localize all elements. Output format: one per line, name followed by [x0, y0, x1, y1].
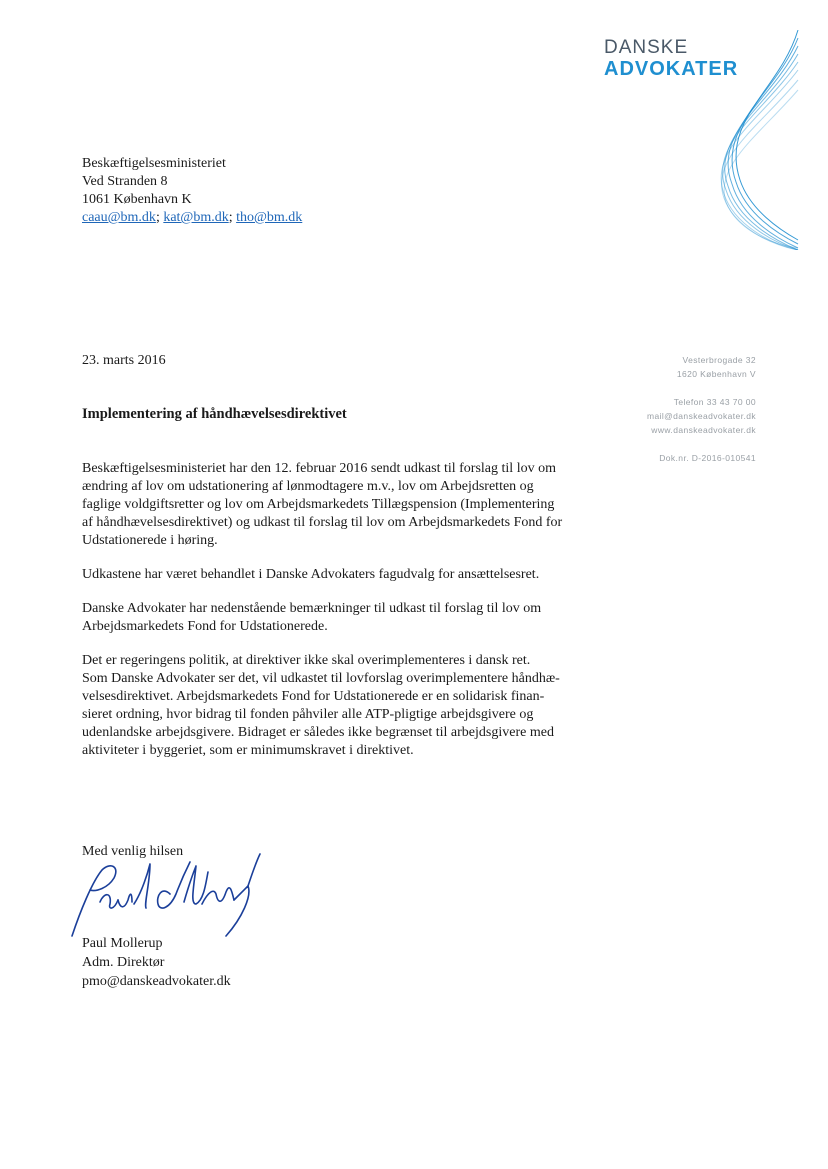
closing-phrase: Med venlig hilsen	[82, 844, 184, 859]
logo-text-danske: DANSKE	[604, 37, 689, 58]
signer-block	[82, 934, 231, 991]
recipient-address	[82, 155, 302, 227]
handwritten-signature	[66, 852, 266, 942]
signer-title: Adm. Direktør	[82, 955, 165, 970]
body-paragraph	[82, 652, 612, 760]
body-paragraph	[82, 566, 612, 584]
letter-subject: Implementering af håndhævelsesdirektivet	[82, 406, 347, 422]
email-separator: ;	[228, 210, 237, 225]
sender-info	[596, 353, 756, 465]
body-line: Det er regeringens politik, at direktiver ikke skal overimplementeres i dansk ret.	[82, 653, 531, 668]
email-separator: ;	[155, 210, 164, 225]
sender-city: 1620 København V	[676, 369, 756, 379]
body-line: sieret ordning, hvor bidrag til fonden påhviler alle ATP-pligtige arbejdsgivere og	[82, 707, 534, 722]
body-line: Udkastene har været behandlet i Danske Advokaters fagudvalg for ansættelsesret.	[82, 567, 540, 582]
body-paragraph	[82, 460, 612, 550]
document-number: Dok.nr. D-2016-010541	[659, 453, 756, 463]
letter-body	[82, 460, 612, 776]
logo-swoosh-graphic	[680, 30, 800, 250]
body-line: Udstationerede i høring.	[82, 533, 218, 548]
sender-web: www.danskeadvokater.dk	[651, 425, 756, 435]
body-line: Danske Advokater har nedenstående bemærkninger til udkast til forslag til lov om	[82, 601, 542, 616]
sender-street: Vesterbrogade 32	[682, 355, 756, 365]
signer-email: pmo@danskeadvokater.dk	[82, 974, 231, 989]
body-line: Som Danske Advokater ser det, vil udkastet til lovforslag overimplementere håndhæ-	[82, 671, 560, 686]
recipient-emails	[82, 209, 302, 227]
sender-phone: Telefon 33 43 70 00	[673, 397, 756, 407]
sender-email: mail@danskeadvokater.dk	[646, 411, 756, 421]
body-line: udenlandske arbejdsgivere. Bidraget er således ikke begrænset til arbejdsgivere med	[82, 725, 554, 740]
email-link[interactable]: kat@bm.dk	[163, 210, 229, 225]
body-line: velsesdirektivet. Arbejdsmarkedets Fond for Udstationerede er en solidarisk finan-	[82, 689, 545, 704]
body-line: aktiviteter i byggeriet, som er minimumskravet i direktivet.	[82, 743, 414, 758]
body-line: Arbejdsmarkedets Fond for Udstationerede.	[82, 619, 328, 634]
recipient-city: 1061 København K	[82, 192, 192, 207]
email-link[interactable]: caau@bm.dk	[82, 210, 156, 225]
body-line: ændring af lov om udstationering af lønmodtagere m.v., lov om Arbejdsretten og	[82, 479, 534, 494]
signer-name: Paul Mollerup	[82, 936, 163, 951]
letter-date: 23. marts 2016	[82, 353, 166, 368]
body-line: faglige voldgiftsretter og lov om Arbejdsmarkedets Tillægspension (Implementering	[82, 497, 555, 512]
body-paragraph	[82, 600, 612, 636]
recipient-street: Ved Stranden 8	[82, 174, 168, 189]
body-line: Beskæftigelsesministeriet har den 12. februar 2016 sendt udkast til forslag til lov om	[82, 461, 556, 476]
recipient-name: Beskæftigelsesministeriet	[82, 156, 226, 171]
email-link[interactable]: tho@bm.dk	[236, 210, 303, 225]
logo-text-advokater: ADVOKATER	[604, 58, 739, 80]
body-line: af håndhævelsesdirektivet) og udkast til forslag til lov om Arbejdsmarkedets Fond for	[82, 515, 563, 530]
